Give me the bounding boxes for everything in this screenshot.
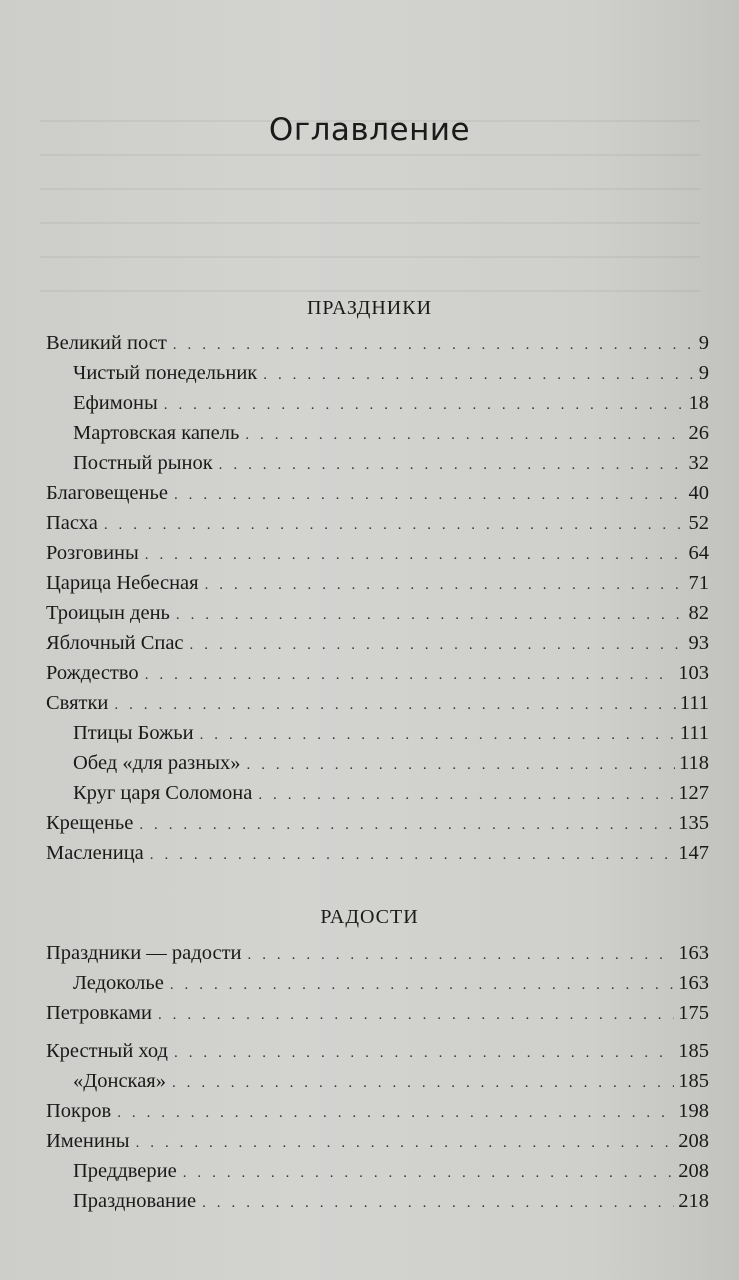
toc-entry — [46, 1100, 709, 1130]
leader-dots — [139, 817, 674, 834]
leader-dots — [145, 667, 675, 684]
toc-entry-page: 163 — [678, 972, 709, 994]
leader-dots — [136, 1135, 675, 1152]
leader-dots — [158, 1007, 674, 1024]
section-heading-holidays: ПРАЗДНИКИ — [306, 297, 433, 319]
toc-entry-page: 127 — [678, 782, 709, 804]
toc-entry-page: 135 — [678, 812, 709, 834]
leader-dots — [170, 977, 674, 994]
leader-dots — [190, 637, 685, 654]
toc-entry-page: 82 — [688, 602, 709, 624]
toc-subentry — [73, 1070, 709, 1100]
toc-entry — [46, 602, 709, 632]
leader-dots — [205, 577, 685, 594]
leader-dots — [183, 1165, 675, 1182]
toc-entry-page: 147 — [678, 842, 709, 864]
leader-dots — [104, 517, 685, 534]
toc-entry-label: Чистый понедельник — [73, 362, 258, 384]
toc-entry-label: Покров — [46, 1100, 112, 1122]
toc-entry — [46, 572, 709, 602]
toc-entry-page: 9 — [698, 362, 709, 384]
toc-entry-page: 208 — [678, 1160, 709, 1182]
toc-entry — [46, 1002, 709, 1032]
toc-entry-label: Благовещенье — [46, 482, 168, 504]
toc-entry-label: Царица Небесная — [46, 572, 199, 594]
toc-entry — [46, 842, 709, 872]
toc-subentry — [73, 722, 709, 752]
toc-entry-page: 64 — [688, 542, 709, 564]
toc-entry-label: Крещенье — [46, 812, 134, 834]
toc-entry-label: Пасха — [46, 512, 98, 534]
toc-entry-page: 163 — [678, 942, 709, 964]
leader-dots — [248, 947, 675, 964]
toc-subentry — [73, 452, 709, 482]
toc-subentry — [73, 972, 709, 1002]
toc-entry-page: 71 — [688, 572, 709, 594]
leader-dots — [174, 1045, 674, 1062]
toc-entry-page: 103 — [678, 662, 709, 684]
toc-entry-label: «Донская» — [73, 1070, 166, 1092]
toc-entry-label: Рождество — [46, 662, 139, 684]
toc-entry — [46, 332, 709, 362]
toc-entry-page: 118 — [679, 752, 709, 774]
toc-entry-label: Преддверие — [73, 1160, 177, 1182]
toc-subentry — [73, 362, 709, 392]
toc-entry-page: 208 — [678, 1130, 709, 1152]
toc-entry-label: Масленица — [46, 842, 144, 864]
toc-entry-label: Именины — [46, 1130, 130, 1152]
toc-entry-label: Троицын день — [46, 602, 170, 624]
toc-entry-label: Яблочный Спас — [46, 632, 184, 654]
leader-dots — [263, 367, 695, 384]
toc-entry — [46, 692, 709, 722]
toc-entry-page: 175 — [678, 1002, 709, 1024]
toc-entry-page: 198 — [678, 1100, 709, 1122]
toc-entry — [46, 1130, 709, 1160]
leader-dots — [247, 757, 675, 774]
toc-entry-page: 52 — [688, 512, 709, 534]
page-title: Оглавление — [268, 112, 471, 148]
toc-subentry — [73, 752, 709, 782]
leader-dots — [219, 457, 685, 474]
toc-entry — [46, 662, 709, 692]
toc-entry — [46, 542, 709, 572]
toc-subentry — [73, 1160, 709, 1190]
toc-entry-label: Святки — [46, 692, 109, 714]
leader-dots — [245, 427, 684, 444]
toc-entry — [46, 482, 709, 512]
leader-dots — [150, 847, 674, 864]
leader-dots — [200, 727, 676, 744]
toc-entry-label: Обед «для разных» — [73, 752, 241, 774]
leader-dots — [164, 397, 685, 414]
toc-entry-page: 32 — [688, 452, 709, 474]
toc-entry-label: Петровками — [46, 1002, 152, 1024]
toc-entry-label: Мартовская капель — [73, 422, 240, 444]
leader-dots — [202, 1195, 674, 1212]
toc-entry-page: 111 — [679, 722, 709, 744]
toc-entry-page: 26 — [688, 422, 709, 444]
toc-entry-label: Ледоколье — [73, 972, 164, 994]
toc-subentry — [73, 782, 709, 812]
toc-entry-page: 93 — [688, 632, 709, 654]
toc-entry-label: Празднование — [73, 1190, 197, 1212]
toc-entry-page: 9 — [698, 332, 709, 354]
toc-subentry — [73, 1190, 709, 1220]
leader-dots — [114, 697, 675, 714]
toc-entry-label: Крестный ход — [46, 1040, 168, 1062]
toc-entry — [46, 632, 709, 662]
leader-dots — [173, 337, 695, 354]
toc-entry-label: Круг царя Соломона — [73, 782, 253, 804]
toc-entry-label: Птицы Божьи — [73, 722, 194, 744]
toc-entry-label: Праздники — радости — [46, 942, 242, 964]
leader-dots — [145, 547, 685, 564]
toc-entry-page: 185 — [678, 1040, 709, 1062]
toc-entry-label: Розговины — [46, 542, 139, 564]
leader-dots — [117, 1105, 674, 1122]
toc-subentry — [73, 392, 709, 422]
toc-entry — [46, 942, 709, 972]
leader-dots — [258, 787, 674, 804]
section-heading-joys: РАДОСТИ — [320, 906, 419, 928]
toc-entry-page: 18 — [688, 392, 709, 414]
toc-entry-page: 40 — [688, 482, 709, 504]
toc-entry-page: 185 — [678, 1070, 709, 1092]
toc-entry-label: Великий пост — [46, 332, 167, 354]
toc-entry-page: 111 — [679, 692, 709, 714]
toc-subentry — [73, 422, 709, 452]
leader-dots — [174, 487, 685, 504]
toc-entry — [46, 512, 709, 542]
toc-entry-label: Ефимоны — [73, 392, 158, 414]
toc-entry-label: Постный рынок — [73, 452, 213, 474]
leader-dots — [176, 607, 685, 624]
toc-entry — [46, 812, 709, 842]
toc-entry — [46, 1040, 709, 1070]
toc-entry-page: 218 — [678, 1190, 709, 1212]
leader-dots — [172, 1075, 674, 1092]
